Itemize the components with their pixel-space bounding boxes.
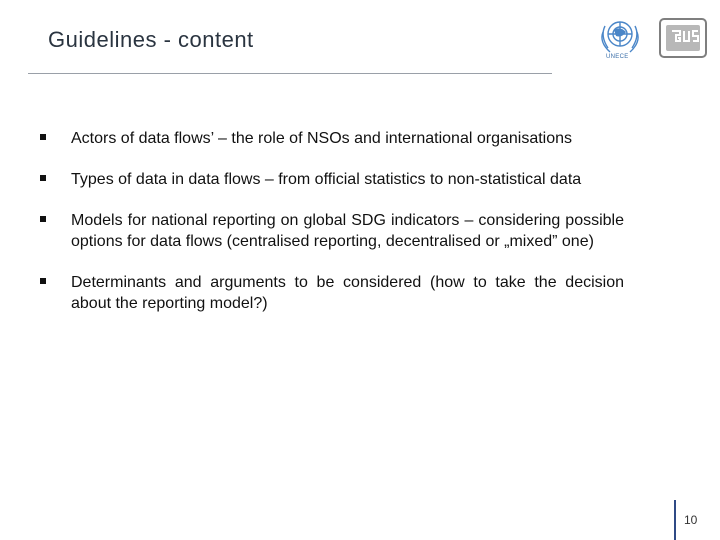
title-divider [28,73,552,74]
page-number-accent-bar [674,500,676,540]
bullet-text: Determinants and arguments to be considered (how to take the decision about the reporting model?) [71,274,624,312]
slide-title: Guidelines - content [48,27,254,52]
gus-logo-icon [658,15,708,61]
bullet-text: Types of data in data flows – from official statistics to non-statistical data [71,171,582,188]
bullet-item [40,272,624,314]
bullet-text: Actors of data flows’ – the role of NSOs and international organisations [71,130,573,147]
bullet-marker-icon [40,134,46,140]
bullet-marker-icon [40,278,46,284]
bullet-text: Models for national reporting on global SDG indicators – considering possible options for data flows (centralised reporting, decentralised or „mixed” one) [71,212,624,250]
un-caption: UNECE [606,54,629,60]
bullet-item [40,169,624,190]
bullet-marker-icon [40,175,46,181]
bullet-list [40,128,624,334]
bullet-marker-icon [40,216,46,222]
page-number: 10 [684,513,698,527]
bullet-item [40,210,624,252]
bullet-item [40,128,624,149]
